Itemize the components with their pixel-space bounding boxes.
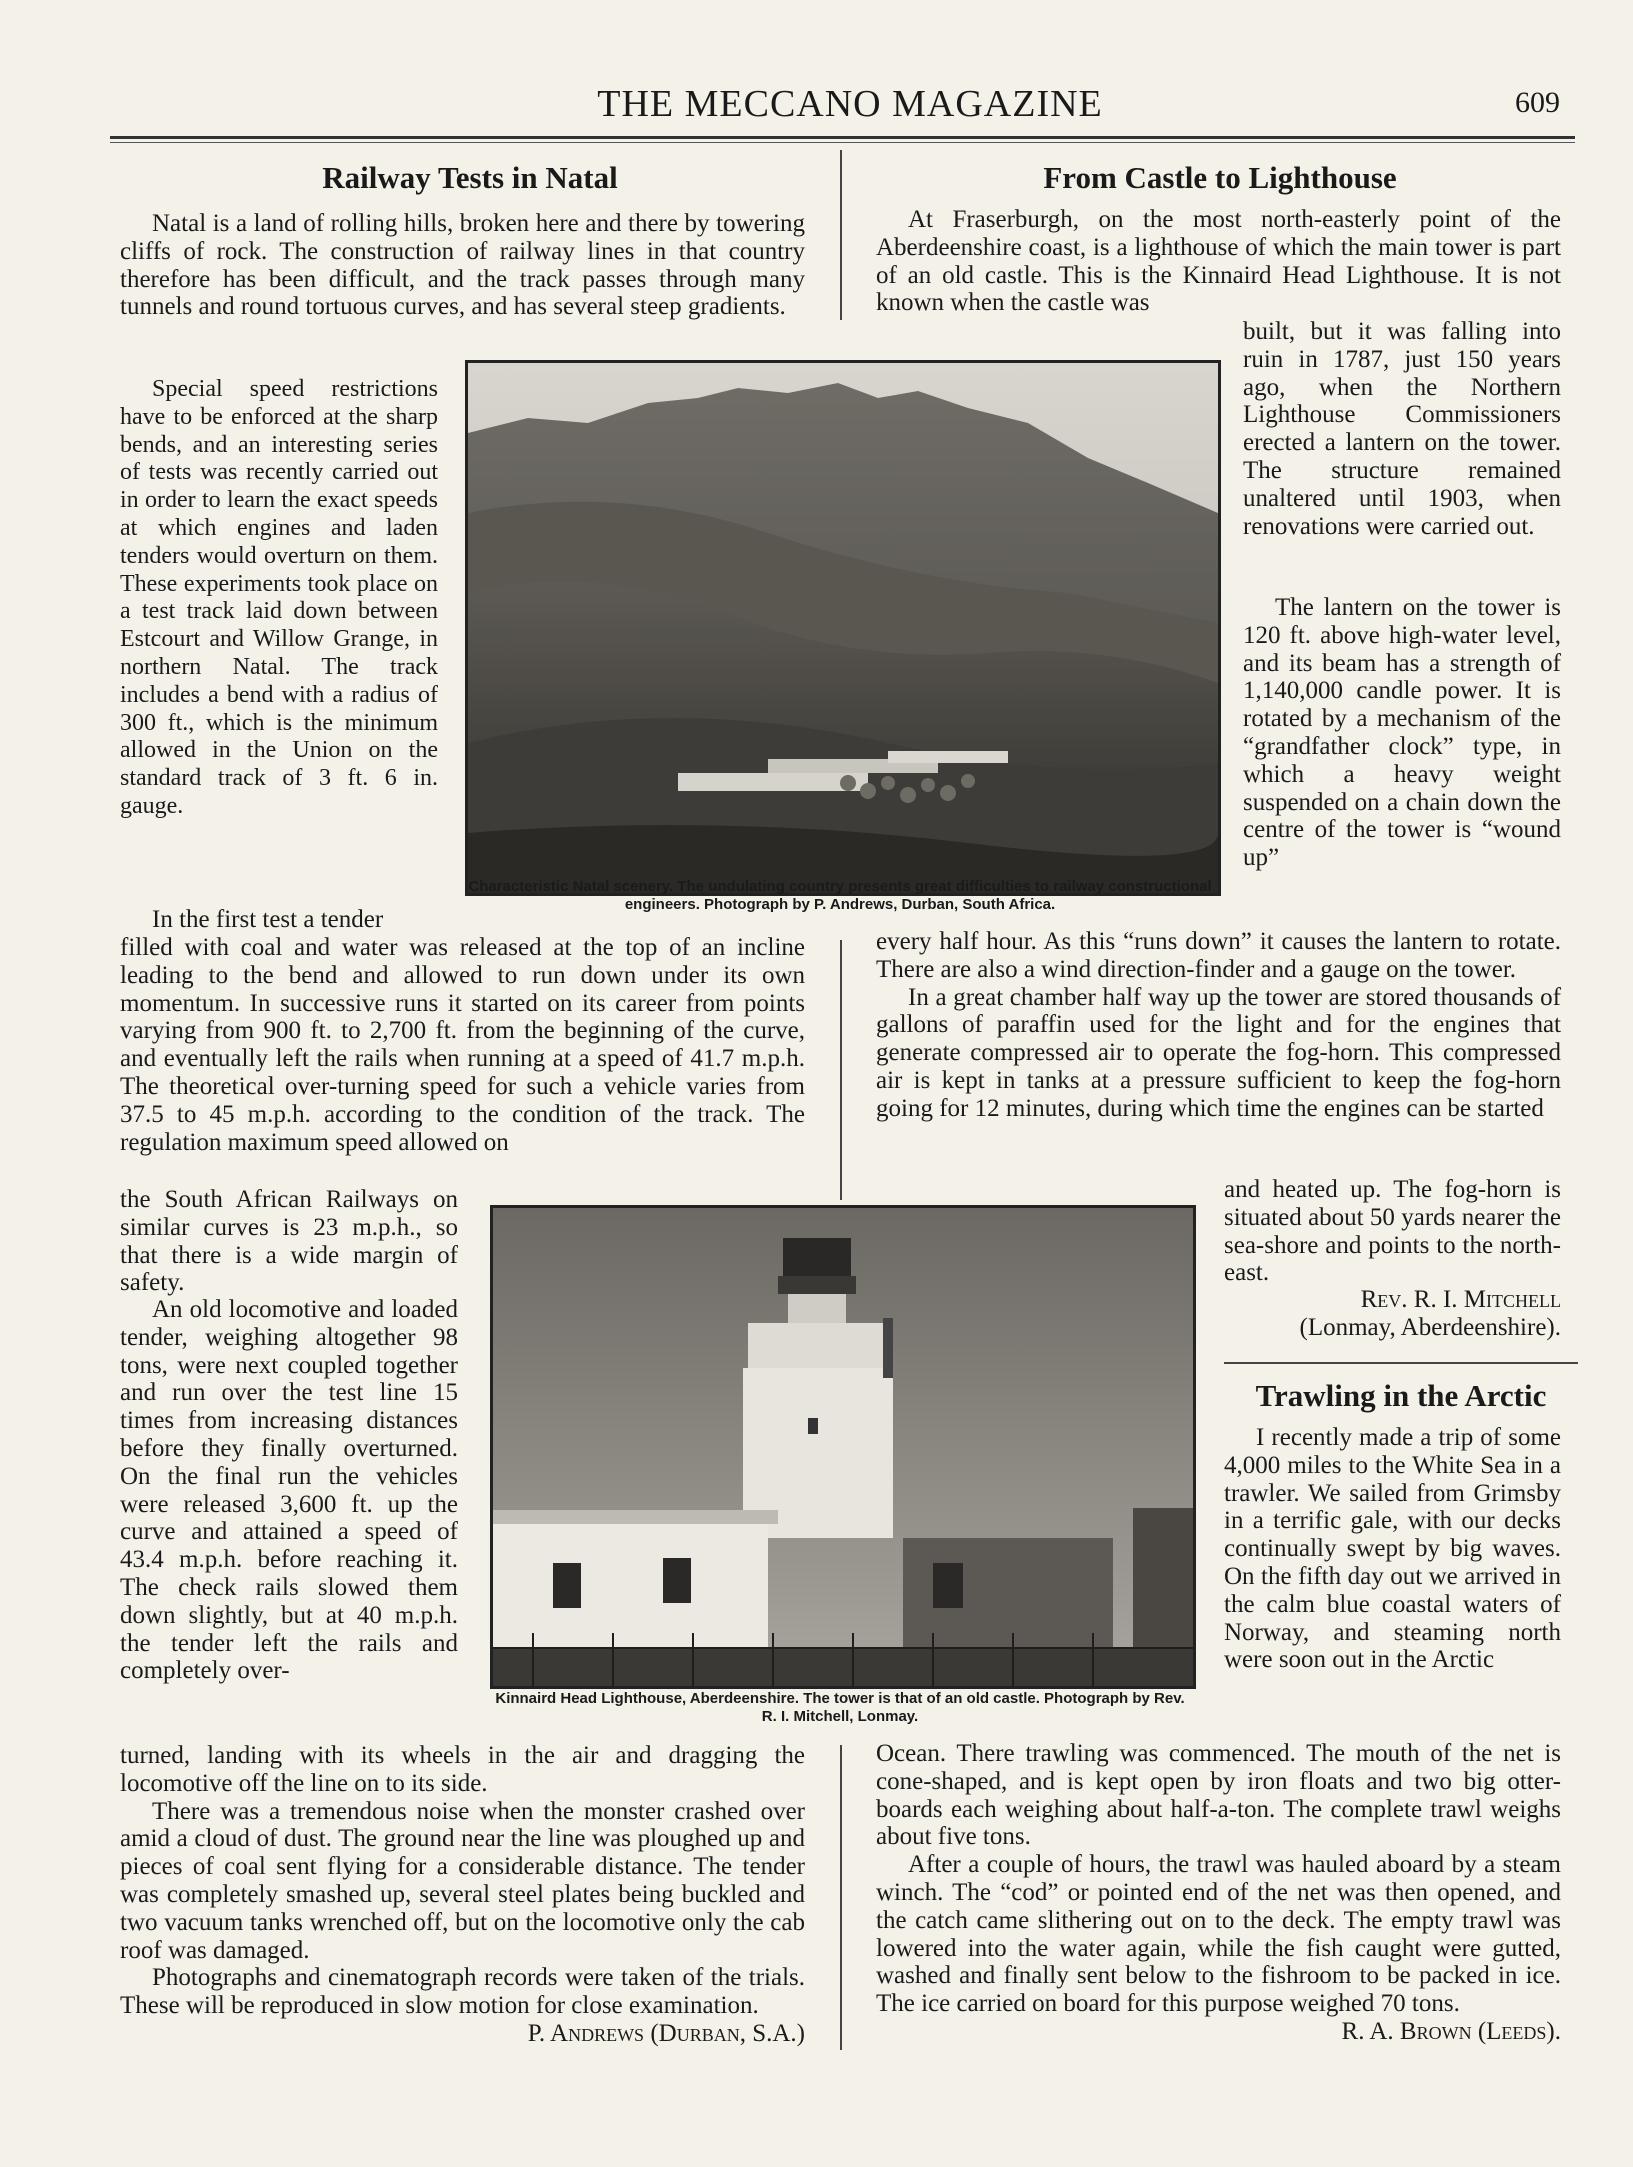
article-body bbox=[120, 376, 438, 934]
article-body bbox=[1224, 1176, 1561, 1342]
masthead bbox=[120, 82, 1580, 132]
article-title-castle-to-lighthouse: From Castle to Lighthouse bbox=[1043, 160, 1397, 195]
paragraph: An old locomotive and loaded tender, weighing altogether 98 tons, were next coupled together and run over the test line 15 times from increasing distances before they finally overturned. On the final run the vehicles were released 3,600 ft. up the curve and attained a speed of 43.4 m.p.h. before reaching it. The check rails slowed them down slightly, but at 40 m.p.h. the tender left the rails and completely over- bbox=[120, 1296, 458, 1685]
paragraph: turned, landing with its wheels in the air and dragging the locomotive off the line on to its side. bbox=[120, 1742, 805, 1797]
column-rule bbox=[840, 940, 842, 1200]
photo-caption-natal: Characteristic Natal scenery. The undulating country presents great difficulties to railway constructional engineers. Photograph by P. Andrews, Durban, South Africa. bbox=[468, 878, 1212, 913]
paragraph: In the first test a tender bbox=[152, 906, 384, 933]
photo-kinnaird-lighthouse bbox=[490, 1205, 1196, 1689]
paragraph: After a couple of hours, the trawl was hauled aboard by a steam winch. The “cod” or pointed end of the net was then opened, and the catch came slithering out on to the deck. The empty trawl was lowered into the water again, while the fish caught were gutted, washed and finally sent below to the fishroom to be packed in ice. The ice carried on board for this purpose weighed 70 tons. bbox=[876, 1851, 1561, 2018]
paragraph: The lantern on the tower is 120 ft. above high-water level, and its beam has a strength of 1,140,000 candle power. It is rotated by a mechanism of the “grandfather clock” type, in which a heavy weight suspended on a chain down the centre of the tower is “wound up” bbox=[1243, 594, 1561, 872]
article-title-trawling: Trawling in the Arctic bbox=[1255, 1378, 1547, 1413]
article-body bbox=[1224, 1424, 1561, 1734]
paragraph: Photographs and cinematograph records were taken of the trials. These will be reproduced in slow motion for close examination. bbox=[120, 1964, 805, 2020]
paragraph: Natal is a land of rolling hills, broken here and there by towering cliffs of rock. The construction of railway lines in that country therefore has been difficult, and the track passes through many tunnels and round tortuous curves, and has several steep gradients. bbox=[120, 210, 805, 321]
article-body bbox=[876, 1740, 1561, 2046]
magazine-title: THE MECCANO MAGAZINE bbox=[597, 83, 1103, 125]
author-signature: P. Andrews (Durban, S.A.) bbox=[527, 2019, 805, 2047]
page-number: 609 bbox=[1515, 86, 1560, 119]
paragraph: every half hour. As this “runs down” it causes the lantern to rotate. There are also a wind direction-finder and a gauge on the tower. bbox=[876, 928, 1561, 983]
column-rule bbox=[840, 1745, 842, 2050]
article-body bbox=[120, 210, 805, 322]
paragraph: Special speed restrictions have to be enforced at the sharp bends, and an interesting series of tests was recently carried out in order to learn the exact speeds at which engines and laden tenders would overturn on them. These experiments took place on a test track laid down between Estcourt and Willow Grange, in northern Natal. The track includes a bend with a radius of 300 ft., which is the minimum allowed in the Union on the standard track of 3 ft. 6 in. gauge. bbox=[120, 376, 438, 819]
article-body bbox=[1243, 318, 1561, 930]
lighthouse-image bbox=[493, 1208, 1193, 1686]
paragraph: filled with coal and water was released at the top of an incline leading to the bend and allowed to run down under its own momentum. In successive runs it started on its career from points varying from 900 ft. to 2,700 ft. from the beginning of the curve, and eventually left the rails when running at a speed of 41.7 m.p.h. The theoretical over-turning speed for such a vehicle varies from 37.5 to 45 m.p.h. according to the condition of the track. The regulation maximum speed allowed on bbox=[120, 934, 805, 1156]
author-signature: Rev. R. I. Mitchell bbox=[1360, 1286, 1561, 1313]
paragraph: and heated up. The fog-horn is situated about 50 yards nearer the sea-shore and points to the north-east. bbox=[1224, 1176, 1561, 1286]
article-body bbox=[876, 206, 1561, 318]
mountain-landscape-image bbox=[468, 363, 1218, 893]
paragraph: There was a tremendous noise when the monster crashed over amid a cloud of dust. The ground near the line was ploughed up and pieces of coal sent flying for a considerable distance. The tender was completely smashed up, several steel plates being buckled and two vacuum tanks wrenched off, but on the locomotive only the cab roof was damaged. bbox=[120, 1797, 805, 1964]
column-rule bbox=[840, 150, 842, 320]
article-title-railway-tests: Railway Tests in Natal bbox=[322, 160, 618, 195]
paragraph: Ocean. There trawling was commenced. The mouth of the net is cone-shaped, and is kept open by iron floats and two big otter-boards each weighing about half-a-ton. The complete trawl weighs about five tons. bbox=[876, 1740, 1561, 1851]
article-body bbox=[120, 1742, 805, 2048]
article-body bbox=[120, 1186, 458, 1722]
paragraph: At Fraserburgh, on the most north-easterly point of the Aberdeenshire coast, is a lighthouse of which the main tower is part of an old castle. This is the Kinnaird Head Lighthouse. It is not known when the castle was bbox=[876, 206, 1561, 317]
paragraph: I recently made a trip of some 4,000 miles to the White Sea in a trawler. We sailed from Grimsby in a terrific gale, with our decks continually swept by big waves. On the fifth day out we arrived in the calm blue coastal waters of Norway, and steaming north were soon out in the Arctic bbox=[1224, 1424, 1561, 1674]
header-rule bbox=[110, 136, 1575, 139]
paragraph: the South African Railways on similar curves is 23 m.p.h., so that there is a wide margin of safety. bbox=[120, 1186, 458, 1296]
article-body bbox=[120, 934, 805, 1186]
photo-natal-scenery bbox=[465, 360, 1221, 896]
header-rule-thin bbox=[110, 142, 1575, 143]
paragraph: In a great chamber half way up the tower are stored thousands of gallons of paraffin used for the light and for the engines that generate compressed air to operate the fog-horn. This compressed air is kept in tanks at a pressure sufficient to keep the fog-horn going for 12 minutes, during which time the engines can be started bbox=[876, 983, 1561, 1122]
photo-caption-lighthouse: Kinnaird Head Lighthouse, Aberdeenshire. The tower is that of an old castle. Photograph by Rev. R. I. Mitchell, Lonmay. bbox=[495, 1690, 1185, 1725]
paragraph: built, but it was falling into ruin in 1787, just 150 years ago, when the Northern Lighthouse Commissioners erected a lantern on the tower. The structure remained unaltered until 1903, when renovations were carried out. bbox=[1243, 318, 1561, 540]
article-body bbox=[876, 928, 1561, 1124]
article-divider bbox=[1224, 1362, 1578, 1364]
author-signature: R. A. Brown (Leeds). bbox=[1341, 2017, 1561, 2045]
author-location: (Lonmay, Aberdeenshire). bbox=[1299, 1313, 1561, 1341]
